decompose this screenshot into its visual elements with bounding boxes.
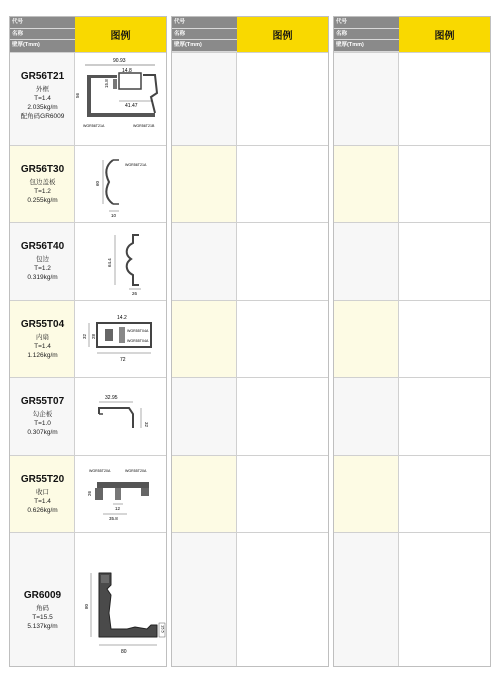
profile-weight: 2.035kg/m [27, 104, 58, 111]
profile-name-cell [10, 146, 75, 222]
empty-row [172, 455, 328, 532]
profile-weight: 0.255kg/m [27, 197, 58, 204]
dim-label: 15.5 [160, 625, 166, 633]
profile-drawing [75, 378, 166, 455]
empty-row [334, 52, 490, 145]
profile-note: 配角码GR6009 [20, 113, 65, 120]
empty-row [172, 52, 328, 145]
profile-name: 内扇 [36, 334, 49, 341]
profile-weight: 0.319kg/m [27, 274, 58, 281]
profile-thickness: T=1.4 [34, 498, 51, 505]
profile-row [10, 455, 166, 532]
profile-name-cell [10, 533, 75, 666]
empty-row [334, 222, 490, 300]
dim-label: 56 [75, 92, 80, 98]
empty-row [172, 377, 328, 455]
profile-name: 包边盖板 [29, 179, 56, 186]
table-header [10, 17, 166, 52]
profile-weight: 0.307kg/m [27, 429, 58, 436]
dim-label: 41.47 [125, 103, 138, 109]
dim-label: 35.8 [109, 516, 118, 521]
header-label-name: 名称 [334, 29, 399, 41]
profile-code: GR56T21 [20, 71, 65, 82]
header-label-name: 名称 [10, 29, 75, 41]
profile-meta [10, 178, 75, 205]
dim-label: 72 [120, 357, 126, 363]
dim-label: 32 [82, 333, 87, 339]
header-label-thickness: 壁厚(Tmm) [172, 40, 237, 52]
profile-code: GR6009 [23, 590, 62, 601]
profile-weight: 0.626kg/m [27, 507, 58, 514]
header-label-code: 代号 [10, 17, 75, 29]
empty-row [172, 532, 328, 666]
part-label: WGR55T20A [89, 469, 111, 473]
header-title: 图例 [237, 17, 328, 52]
profile-weight: 5.137kg/m [27, 623, 58, 630]
dim-label: 60 [95, 180, 100, 186]
part-label: WGR56T21A [83, 124, 105, 128]
header-labels [10, 17, 75, 52]
dim-label: 26 [132, 291, 138, 296]
profile-code: GR56T30 [20, 164, 65, 175]
profile-name-cell [10, 456, 75, 532]
profile-row [10, 52, 166, 145]
profile-drawing [75, 456, 166, 532]
empty-row [334, 300, 490, 377]
profile-meta [10, 604, 75, 631]
header-label-code: 代号 [172, 17, 237, 29]
part-label: WGR55T20A [125, 469, 147, 473]
profile-name: 收口 [36, 489, 49, 496]
header-title: 图例 [75, 17, 166, 52]
profile-drawing [75, 223, 166, 300]
header-label-thickness: 壁厚(Tmm) [334, 40, 399, 52]
dim-label: 80 [121, 649, 127, 655]
profile-thickness: T=1.2 [34, 265, 51, 272]
dim-label: 14.2 [117, 315, 127, 321]
catalog-panel-1 [9, 16, 167, 667]
profile-code: GR55T20 [20, 474, 65, 485]
header-labels [334, 17, 399, 52]
catalog-panel-3 [333, 16, 491, 667]
profile-name: 角码 [36, 605, 49, 612]
profile-drawing [75, 53, 166, 145]
profile-figure [75, 378, 166, 455]
profile-meta [10, 85, 75, 121]
part-label: WGR55T04A [127, 339, 149, 343]
profile-thickness: T=1.4 [34, 343, 51, 350]
profile-name-cell [10, 223, 75, 300]
profile-figure [75, 301, 166, 377]
profile-meta [10, 255, 75, 282]
table-header [172, 17, 328, 52]
header-label-code: 代号 [334, 17, 399, 29]
profile-thickness: T=1.0 [34, 420, 51, 427]
dim-label: 15.8 [104, 79, 109, 88]
dim-label: 26 [87, 490, 92, 496]
empty-row [334, 145, 490, 222]
empty-row [172, 145, 328, 222]
dim-label: 10 [111, 213, 117, 218]
profile-meta [10, 410, 75, 437]
profile-name: 勾企板 [32, 411, 53, 418]
profile-row [10, 532, 166, 666]
profile-name: 包边 [36, 256, 49, 263]
profile-code: GR55T07 [20, 396, 65, 407]
profile-drawing [75, 146, 166, 222]
profile-figure [75, 456, 166, 532]
profile-name: 外框 [36, 86, 49, 93]
profile-name-cell [10, 301, 75, 377]
profile-figure [75, 146, 166, 222]
profile-weight: 1.126kg/m [27, 352, 58, 359]
profile-row [10, 300, 166, 377]
profile-figure [75, 223, 166, 300]
profile-drawing [75, 301, 166, 377]
dim-label: 14.8 [122, 68, 132, 74]
profile-thickness: T=1.4 [34, 95, 51, 102]
dim-label: 12 [115, 506, 121, 511]
profile-code: GR55T04 [20, 319, 65, 330]
profile-meta [10, 333, 75, 360]
header-labels [172, 17, 237, 52]
header-title: 图例 [399, 17, 490, 52]
catalog-panel-2 [171, 16, 329, 667]
dim-label: 28 [91, 333, 96, 339]
profile-row [10, 377, 166, 455]
dim-label: 32.95 [105, 395, 118, 401]
header-label-thickness: 壁厚(Tmm) [12, 42, 40, 49]
profile-name-cell [10, 53, 75, 145]
dim-label: 80 [84, 603, 89, 609]
empty-row [334, 377, 490, 455]
profile-thickness: T=1.2 [34, 188, 51, 195]
profile-figure [75, 533, 166, 666]
profile-row [10, 145, 166, 222]
profile-code: GR56T40 [20, 241, 65, 252]
dim-label: 32 [144, 422, 149, 428]
empty-row [172, 300, 328, 377]
table-header [334, 17, 490, 52]
part-label: WGR55T04A [127, 329, 149, 333]
part-label: WGR56T21B [133, 124, 155, 128]
dim-label: 64.4 [107, 258, 112, 267]
empty-row [334, 532, 490, 666]
empty-row [334, 455, 490, 532]
profile-name-cell [10, 378, 75, 455]
profile-meta [10, 488, 75, 515]
part-label: WGR56T21A [125, 163, 147, 167]
profile-figure [75, 53, 166, 145]
dim-label: 90.93 [113, 58, 126, 64]
profile-drawing [75, 533, 166, 666]
profile-row [10, 222, 166, 300]
header-label-name: 名称 [172, 29, 237, 41]
profile-thickness: T=15.5 [32, 614, 53, 621]
empty-row [172, 222, 328, 300]
